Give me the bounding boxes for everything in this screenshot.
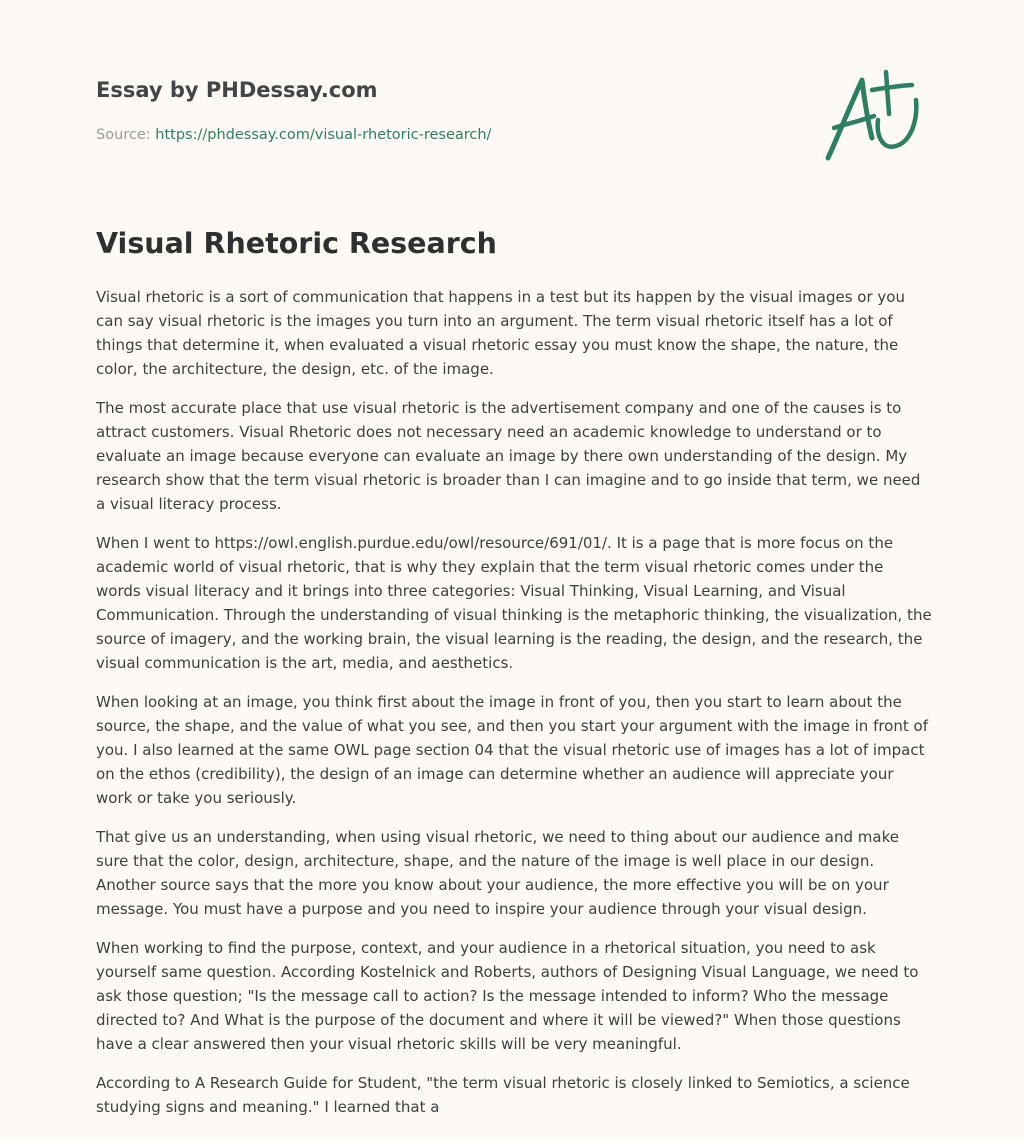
essay-paragraph: When working to find the purpose, context, and your audience in a rhetorical situation, you need to ask yourself same question. According Kostelnick and Roberts, authors of Designing Visual Language, we need to ask those question; "Is the message call to action? Is the message intended to inform? Who the message directed to? And What is the purpose of the document and where it will be viewed?" When those questions have a clear answered then your visual rhetoric skills will be very meaningful. (96, 939, 919, 1053)
source-link[interactable]: https://phdessay.com/visual-rhetoric-research/ (155, 127, 492, 143)
essay-paragraph: When looking at an image, you think first about the image in front of you, then you start to learn about the source, the shape, and the value of what you see, and then you start your argument with the image in front of you. I also learned at the same OWL page section 04 that the visual rhetoric use of images has a lot of impact on the ethos (credibility), the design of an image can determine whether an audience will appreciate your work or take you seriously. (96, 693, 928, 807)
a-plus-logo-icon (820, 66, 930, 166)
essay-body (96, 285, 932, 1134)
essay-paragraph: The most accurate place that use visual rhetoric is the advertisement company and one of the causes is to attract customers. Visual Rhetoric does not necessary need an academic knowledge to understand or to evaluate an image because everyone can evaluate an image by there own understanding of the design. My research show that the term visual rhetoric is broader than I can imagine and to go inside that term, we need a visual literacy process. (96, 399, 921, 513)
essay-paragraph: That give us an understanding, when using visual rhetoric, we need to thing about our audience and make sure that the color, design, architecture, shape, and the nature of the image is well place in our design. Another source says that the more you know about your audience, the more effective you will be on your message. You must have a purpose and you need to inspire your audience through your visual design. (96, 828, 899, 918)
page-header (96, 76, 796, 145)
site-title: Essay by PHDessay.com (96, 78, 378, 102)
essay-paragraph: Visual rhetoric is a sort of communication that happens in a test but its happen by the visual images or you can say visual rhetoric is the images you turn into an argument. The term visual rhetoric itself has a lot of things that determine it, when evaluated a visual rhetoric essay you must know the shape, the nature, the color, the architecture, the design, etc. of the image. (96, 288, 905, 378)
essay-paragraph: When I went to https://owl.english.purdue.edu/owl/resource/691/01/. It is a page that is more focus on the academic world of visual rhetoric, that is why they explain that the term visual rhetoric comes under the words visual literacy and it brings into three categories: Visual Thinking, Visual Learning, and Visual Communication. Through the understanding of visual thinking is the metaphoric thinking, the visualization, the source of imagery, and the working brain, the visual learning is the reading, the design, and the research, the visual communication is the art, media, and aesthetics. (96, 534, 932, 672)
source-line (96, 125, 796, 145)
source-label: Source: (96, 127, 151, 143)
essay-paragraph: According to A Research Guide for Student, "the term visual rhetoric is closely linked to Semiotics, a science studying signs and meaning." I learned that a (96, 1074, 910, 1116)
essay-title: Visual Rhetoric Research (96, 227, 497, 260)
